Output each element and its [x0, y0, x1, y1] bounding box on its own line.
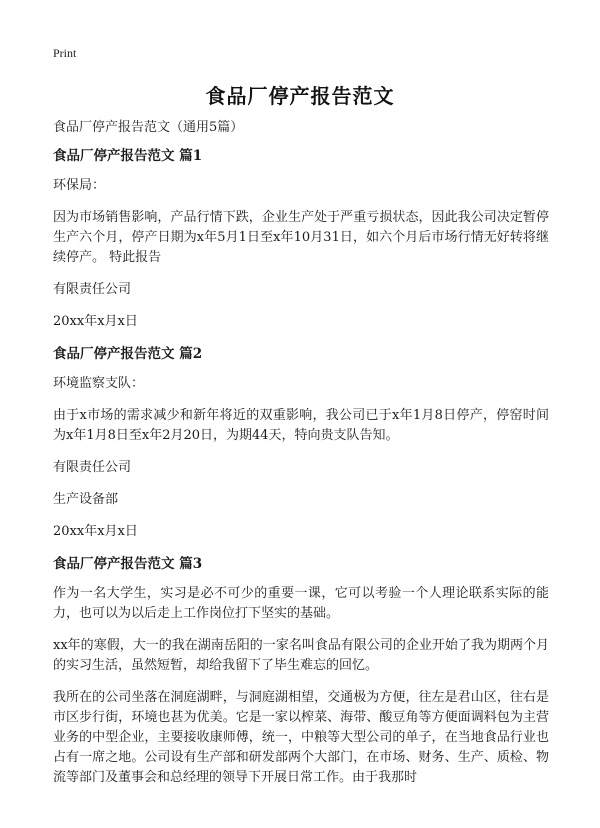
paragraph: 有限责任公司 — [53, 460, 132, 475]
document-body — [53, 118, 549, 800]
paragraph: 由于x市场的需求减少和新年将近的双重影响，我公司已于x年1月8日停产，停窑时间为x年1月8日至x年2月20日，为期44天，特向贵支队告知。 — [53, 408, 549, 443]
paragraph: 20xx年x月x日 — [53, 314, 138, 329]
paragraph: xx年的寒假，大一的我在湖南岳阳的一家名叫食品有限公司的企业开始了我为期两个月的实习生活，虽然短暂，却给我留下了毕生难忘的回忆。 — [53, 638, 549, 673]
paragraph: 我所在的公司坐落在洞庭湖畔，与洞庭湖相望，交通极为方便，往左是君山区，往右是市区步行街，环境也甚为优美。它是一家以榨菜、海带、酸豆角等方便面调料包为主营业务的中型企业，主要接收康师傅，统一，中粮等大型公司的单子，在当地食品行业也占有一席之地。公司设有生产部和研发部两个大部门，在市场、财务、生产、质检、物流等部门及董事会和总经理的领导下开展日常工作。由于我那时 — [53, 690, 549, 785]
paragraph: 有限责任公司 — [53, 282, 132, 297]
print-label[interactable]: Print — [53, 46, 77, 60]
paragraph: 作为一名大学生，实习是必不可少的重要一课，它可以考验一个人理论联系实际的能力，也可以为以后走上工作岗位打下坚实的基础。 — [53, 586, 549, 621]
section-heading-2: 食品厂停产报告范文 篇2 — [53, 346, 203, 362]
document-subtitle: 食品厂停产报告范文（通用5篇） — [53, 120, 244, 135]
paragraph: 环境监察支队： — [53, 376, 145, 391]
paragraph: 20xx年x月x日 — [53, 524, 138, 539]
section-heading-3: 食品厂停产报告范文 篇3 — [53, 556, 203, 572]
paragraph: 环保局： — [53, 178, 106, 193]
paragraph: 因为市场销售影响，产品行情下跌，企业生产处于严重亏损状态，因此我公司决定暂停生产六个月，停产日期为x年5月1日至x年10月31日，如六个月后市场行情无好转将继续停产。 特此报告 — [53, 210, 549, 265]
page-title: 食品厂停产报告范文 — [205, 84, 395, 108]
paragraph: 生产设备部 — [53, 492, 119, 507]
section-heading-1: 食品厂停产报告范文 篇1 — [53, 148, 203, 164]
